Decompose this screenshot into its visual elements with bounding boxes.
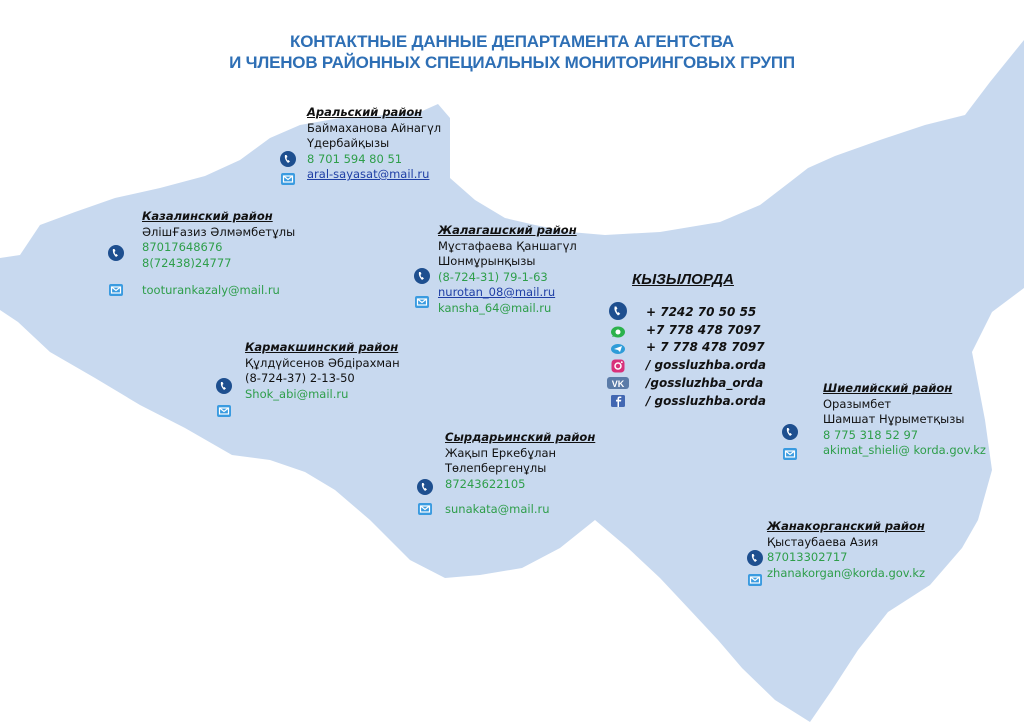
district-title: Сырдарьинский район — [445, 430, 596, 444]
city-whatsapp: +7 778 478 7097 — [646, 323, 761, 337]
district-title: Жанакорганский район — [767, 519, 925, 533]
email-link[interactable]: tooturankazaly@mail.ru — [142, 283, 280, 297]
district-syrdarya — [445, 430, 595, 492]
email-icon — [216, 403, 232, 419]
vk-icon — [607, 375, 629, 391]
district-title: Казалинский район — [142, 209, 273, 223]
phone-number: 87243622105 — [445, 476, 526, 491]
person-name: Төлепбергенұлы — [445, 461, 547, 475]
city-facebook: / gossluzhba.orda — [646, 394, 766, 408]
person-name: Құлдүйсенов Әбдірахман — [245, 355, 400, 370]
district-zhanakorgan — [767, 519, 925, 581]
person-name: Қыстаубаева Азия — [767, 534, 879, 549]
city-title: КЫЗЫЛОРДА — [632, 271, 734, 288]
person-name: Мұстафаева Қаншагүл — [438, 238, 577, 253]
phone-number: 87017648676 — [142, 240, 223, 254]
email-icon — [414, 294, 430, 310]
phone-icon — [216, 378, 232, 394]
email-icon — [280, 171, 296, 187]
person-name: Баймаханова Айнагүл — [307, 120, 442, 135]
whatsapp-icon — [610, 324, 626, 340]
person-name: Оразымбет — [823, 396, 892, 411]
phone-icon — [280, 151, 296, 167]
district-zhalagash — [438, 223, 577, 316]
email-icon — [417, 501, 433, 517]
svg-text:VK: VK — [611, 379, 625, 389]
person-name: Шонмұрынқызы — [438, 254, 536, 268]
district-title: Жалагашский район — [438, 223, 577, 237]
district-title: Кармакшинский район — [245, 340, 399, 354]
email-link[interactable]: akimat_shieli@ korda.gov.kz — [823, 443, 986, 457]
email-link[interactable]: zhanakorgan@korda.gov.kz — [767, 565, 926, 580]
email-link[interactable]: kansha_64@mail.ru — [438, 300, 552, 315]
email-link[interactable]: aral-sayasat@mail.ru — [307, 167, 430, 181]
district-aral — [307, 105, 441, 183]
person-name: Жақып Еркебұлан — [445, 445, 557, 460]
phone-icon — [417, 479, 433, 495]
district-title: Аральский район — [307, 105, 423, 119]
person-name: ӘлішҒазиз Әлмәмбетұлы — [142, 224, 296, 239]
person-name: Үдербайқызы — [307, 136, 390, 150]
email-link[interactable]: nurotan_08@mail.ru — [438, 285, 556, 299]
city-telegram: + 7 778 478 7097 — [646, 340, 765, 354]
district-syrdarya-email — [445, 502, 550, 518]
district-kazaly — [142, 209, 295, 271]
phone-number: (8-724-31) 79-1-63 — [438, 269, 548, 284]
telegram-icon — [610, 341, 626, 357]
district-kazaly-email — [142, 283, 280, 299]
phone-icon — [108, 245, 124, 261]
facebook-icon — [610, 393, 626, 409]
page-title-line2: И ЧЛЕНОВ РАЙОННЫХ СПЕЦИАЛЬНЫХ МОНИТОРИНГОВЫХ ГРУПП — [229, 53, 795, 72]
phone-icon — [414, 268, 430, 284]
city-vk: /gossluzhba_orda — [646, 376, 764, 390]
page-title-line1: КОНТАКТНЫЕ ДАННЫЕ ДЕПАРТАМЕНТА АГЕНТСТВА — [290, 32, 734, 51]
phone-number: (8-724-37) 2-13-50 — [245, 371, 355, 385]
phone-number: 8(72438)24777 — [142, 255, 232, 270]
phone-number: 87013302717 — [767, 550, 848, 564]
instagram-icon — [610, 358, 626, 374]
email-icon — [782, 446, 798, 462]
email-link[interactable]: Shok_abi@mail.ru — [245, 386, 349, 401]
phone-number: 8 701 594 80 51 — [307, 151, 403, 166]
phone-number: 8 775 318 52 97 — [823, 427, 919, 442]
district-shieli — [823, 381, 986, 459]
district-title: Шиелийский район — [823, 381, 953, 395]
person-name: Шамшат Нұрыметқызы — [823, 412, 965, 426]
phone-icon — [609, 302, 627, 320]
email-link[interactable]: sunakata@mail.ru — [445, 502, 550, 516]
district-karmakshy — [245, 340, 400, 402]
phone-icon — [747, 550, 763, 566]
email-icon — [747, 572, 763, 588]
city-instagram: / gossluzhba.orda — [646, 358, 766, 372]
email-icon — [108, 282, 124, 298]
phone-icon — [782, 424, 798, 440]
city-phone: + 7242 70 50 55 — [646, 305, 757, 319]
